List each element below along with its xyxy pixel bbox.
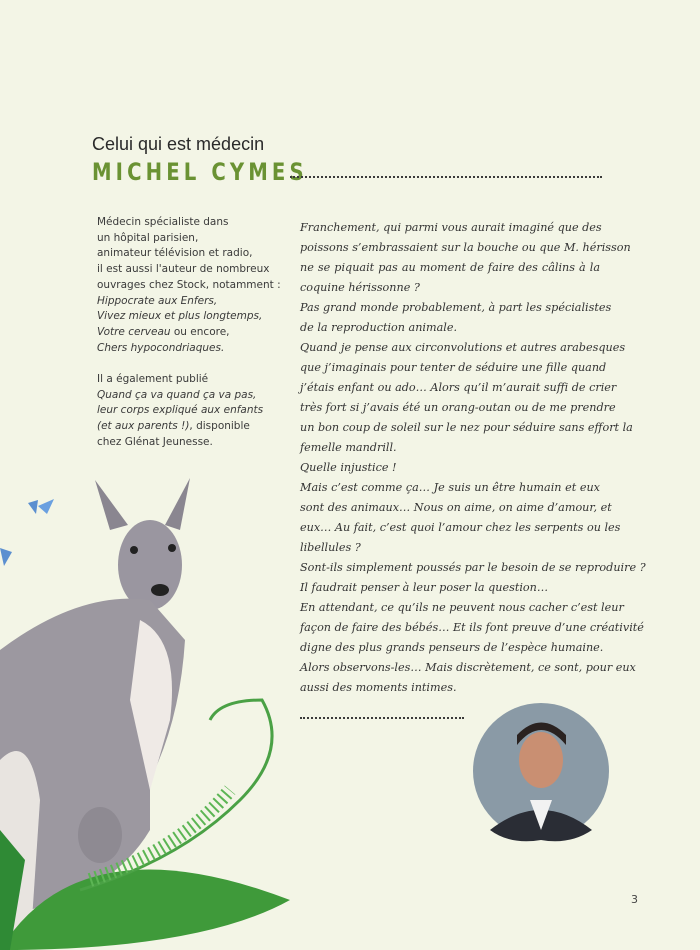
text-line: Quand je pense aux circonvolutions et autres arabesques [300, 341, 626, 354]
page-number: 3 [631, 893, 638, 906]
text-line: Il faudrait penser à leur poser la question… [300, 581, 549, 594]
text-line: que j’imaginais pour tenter de séduire une fille quand [300, 361, 607, 374]
bio-line [97, 231, 297, 247]
bio-line-text: ouvrages chez Stock, notamment : [97, 278, 281, 291]
bio-line-suffix: ou encore, [170, 325, 230, 338]
bio-line [97, 403, 297, 419]
text-line: Mais c’est comme ça… Je suis un être humain et eux [300, 481, 600, 494]
author-portrait [473, 703, 609, 841]
dotted-divider [290, 176, 602, 178]
text-line: très fort si j’avais été un orang-outan ou de me prendre [300, 401, 616, 414]
butterfly-icon [0, 548, 12, 566]
bio-line-text: il est aussi l'auteur de nombreux [97, 263, 270, 276]
text-line: un bon coup de soleil sur le nez pour séduire sans effort la [300, 421, 633, 434]
text-line: j’étais enfant ou ado… Alors qu’il m’aurait suffi de crier [300, 381, 617, 394]
text-line: sont des animaux… Nous on aime, on aime d’amour, et [300, 501, 612, 514]
bio-line-text: animateur télévision et radio, [97, 247, 253, 260]
bio-line-text: leur corps expliqué aux enfants [97, 404, 264, 417]
bio-line [97, 341, 297, 357]
bio-paragraph [97, 372, 297, 451]
dotted-divider [300, 717, 464, 719]
bio-line [97, 294, 297, 310]
text-line: de la reproduction animale. [300, 321, 458, 334]
text-line: digne des plus grands penseurs de l’espèce humaine. [300, 641, 604, 654]
bio-line [97, 419, 297, 435]
bio-line [97, 325, 297, 341]
bio-line [97, 435, 297, 451]
bio-line-text: Médecin spécialiste dans [97, 216, 229, 228]
text-line: Quelle injustice ! [300, 461, 397, 474]
bio-line [97, 309, 297, 325]
bio-line [97, 388, 297, 404]
text-line: libellules ? [300, 541, 361, 554]
text-line: eux… Au fait, c’est quoi l’amour chez les serpents ou les [300, 521, 621, 534]
bio-line [97, 262, 297, 278]
text-line: Franchement, qui parmi vous aurait imaginé que des [300, 221, 602, 234]
main-text [300, 218, 646, 698]
text-line: femelle mandrill. [300, 441, 397, 454]
bio-line [97, 246, 297, 262]
bio-line-text: Votre cerveau [97, 325, 171, 338]
text-line: En attendant, ce qu’ils ne peuvent nous cacher c’est leur [300, 601, 624, 614]
bio-line-text: Vivez mieux et plus longtemps, [97, 310, 263, 323]
bio-line-suffix: , disponible [189, 420, 250, 433]
author-bio [97, 215, 297, 451]
bio-line [97, 278, 297, 294]
text-line: poissons s’embrassaient sur la bouche ou que M. hérisson [300, 241, 631, 254]
bio-line-text: Il a également publié [97, 373, 209, 386]
text-line: ne se piquait pas au moment de faire des câlins à la [300, 261, 600, 274]
bio-paragraph [97, 215, 297, 356]
text-line: aussi des moments intimes. [300, 681, 457, 694]
bio-line [97, 372, 297, 388]
bio-line-text: Chers hypocondriaques. [97, 341, 225, 354]
author-name-heading: MICHEL CYMES [92, 158, 308, 186]
section-kicker: Celui qui est médecin [92, 134, 265, 154]
text-line: Pas grand monde probablement, à part les spécialistes [300, 301, 612, 314]
butterfly-icon [28, 499, 54, 514]
bio-line-text: Quand ça va quand ça va pas, [97, 388, 257, 401]
bio-line-text: Hippocrate aux Enfers, [97, 294, 218, 307]
text-line: façon de faire des bébés… Et ils font preuve d’une créativité [300, 621, 644, 634]
bio-line-text: (et aux parents !) [97, 420, 190, 433]
bio-line [97, 215, 297, 231]
text-line: Sont-ils simplement poussés par le besoin de se reproduire ? [300, 561, 646, 574]
bio-line-text: chez Glénat Jeunesse. [97, 435, 213, 448]
bio-line-text: un hôpital parisien, [97, 231, 199, 244]
text-line: Alors observons-les… Mais discrètement, ce sont, pour eux [300, 661, 636, 674]
text-line: coquine hérissonne ? [300, 281, 420, 294]
